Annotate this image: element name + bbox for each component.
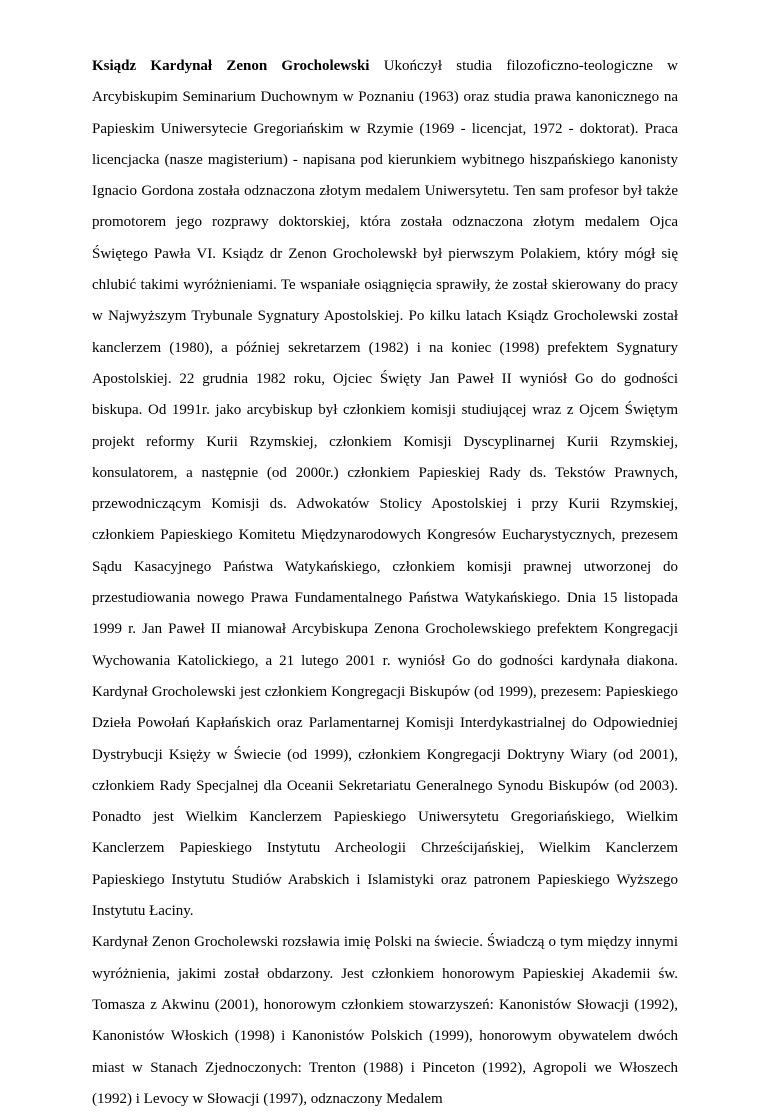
paragraph-1-text: Ukończył studia filozoficzno-teologiczne w Arcybiskupim Seminarium Duchownym w Poznaniu (1963) oraz studia prawa kanonicznego na Papieskim Uniwersytecie Gregoriańskim w Rzymie (1969 - licencjat, 1972 - doktorat). Praca licencjacka (nasze magisterium) - napisana pod kierunkiem wybitnego hiszpańskiego kanonisty Ignacio Gordona została odznaczona złotym medalem Uniwersytetu. Ten sam profesor był także promotorem jego rozprawy doktorskiej, która została odznaczona złotym medalem Ojca Świętego Pawła VI. Ksiądz dr Zenon Grocholewskł był pierwszym Polakiem, który mógł się chlubić takimi wyróżnieniami. Te wspaniałe osiągnięcia sprawiły, że został skierowany do pracy w Najwyższym Trybunale Sygnatury Apostolskiej. Po kilku latach Ksiądz Grocholewski został kanclerzem (1980), a później sekretarzem (1982) i na koniec (1998) prefektem Sygnatury Apostolskiej. 22 grudnia 1982 roku, Ojciec Święty Jan Paweł II wyniósł Go do godności biskupa. Od 1991r. jako arcybiskup był członkiem komisji studiującej wraz z Ojcem Świętym projekt reformy Kurii Rzymskiej, członkiem Komisji Dyscyplinarnej Kurii Rzymskiej, konsulatorem, a następnie (od 2000r.) członkiem Papieskiej Rady ds. Tekstów Prawnych, przewodniczącym Komisji ds. Adwokatów Stolicy Apostolskiej i przy Kurii Rzymskiej, członkiem Papieskiego Komitetu Międzynarodowych Kongresów Eucharystycznych, prezesem Sądu Kasacyjnego Państwa Watykańskiego, członkiem komisji prawnej utworzonej do przestudiowania nowego Prawa Fundamentalnego Państwa Watykańskiego. Dnia 15 listopada 1999 r. Jan Paweł II mianował Arcybiskupa Zenona Grocholewskiego prefektem Kongregacji Wychowania Katolickiego, a 21 lutego 2001 r. wyniósł Go do godności kardynała diakona. Kardynał Grocholewski jest członkiem Kongregacji Biskupów (od 1999), prezesem: Papieskiego Dzieła Powołań Kapłańskich oraz Parlamentarnej Komisji Interdykastrialnej do Odpowiedniej Dystrybucji Księży w Świecie (od 1999), członkiem Kongregacji Doktryny Wiary (od 2001), członkiem Rady Specjalnej dla Oceanii Sekretariatu Generalnego Synodu Biskupów (od 2003). Ponadto jest Wielkim Kanclerzem Papieskiego Uniwersytetu Gregoriańskiego, Wielkim Kanclerzem Papieskiego Instytutu Archeologii Chrześcijańskiej, Wielkim Kanclerzem Papieskiego Instytutu Studiów Arabskich i Islamistyki oraz patronem Papieskiego Wyższego Instytutu Łaciny. [92, 58, 678, 920]
paragraph-2-text: Kardynał Zenon Grocholewski rozsławia imię Polski na świecie. Świadczą o tym między innymi wyróżnienia, jakimi został obdarzony. Jest członkiem honorowym Papieskiej Akademii św. Tomasza z Akwinu (2001), honorowym członkiem stowarzyszeń: Kanonistów Słowacji (1992), Kanonistów Włoskich (1998) i Kanonistów Polskich (1999), honorowym obywatelem dwóch miast w Stanach Zjednoczonych: Trenton (1988) i Pinceton (1992), Agropoli we Włoszech (1992) i Levocy w Słowacji (1997), odznaczony Medalem [92, 934, 678, 1107]
paragraph-lead-name: Ksiądz Kardynał Zenon Grocholewski [92, 58, 370, 74]
paragraph-2 [92, 927, 678, 1115]
document-body [92, 51, 678, 1115]
paragraph-1 [92, 51, 678, 927]
